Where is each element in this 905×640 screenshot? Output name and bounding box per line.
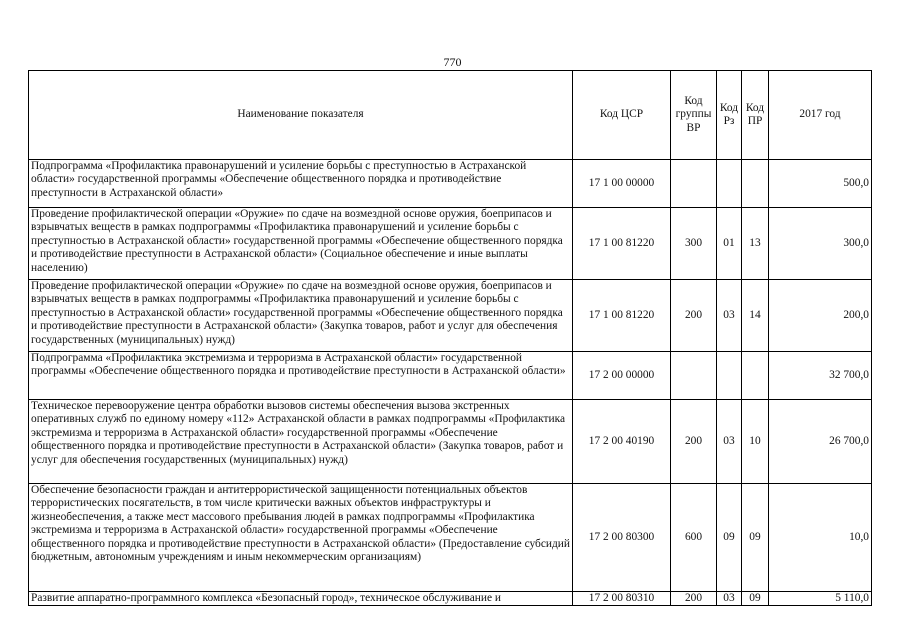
row-pr: 09 xyxy=(742,484,769,592)
row-name: Техническое перевооружение центра обработки вызовов системы обеспечения вызова экстренных оперативных служб по единому номеру «112» Астраханской области в рамках подпрограммы «Профилактика экстремизма и терроризма в Астраханской области» государственной программы «Обеспечение общественного порядка и противодействие преступности в Астраханской области» (Закупка товаров, работ и услуг для обеспечения государственных (муниципальных) нужд) xyxy=(29,400,573,484)
row-pr xyxy=(742,352,769,400)
row-vr xyxy=(671,352,717,400)
row-name: Проведение профилактической операции «Оружие» по сдаче на возмездной основе оружия, боеприпасов и взрывчатых веществ в рамках подпрограммы «Профилактика правонарушений и усиление борьбы с преступностью в Астраханской области» государственной программы «Обеспечение общественного порядка и противодействие преступности в Астраханской области» (Социальное обеспечение и иные выплаты населению) xyxy=(29,208,573,280)
row-name: Подпрограмма «Профилактика правонарушений и усиление борьбы с преступностью в Астраханской области» государственной программы «Обеспечение общественного порядка и противодействие преступности в Астраханской области» xyxy=(29,160,573,208)
table-row xyxy=(29,592,872,606)
row-vr: 200 xyxy=(671,400,717,484)
row-amount: 300,0 xyxy=(769,208,872,280)
budget-table xyxy=(28,70,872,606)
row-amount: 26 700,0 xyxy=(769,400,872,484)
table-header-row xyxy=(29,71,872,160)
row-pr: 13 xyxy=(742,208,769,280)
table-row xyxy=(29,208,872,280)
table-row xyxy=(29,352,872,400)
row-vr: 300 xyxy=(671,208,717,280)
page-number: 770 xyxy=(443,55,462,69)
row-rz: 09 xyxy=(717,484,742,592)
row-amount: 32 700,0 xyxy=(769,352,872,400)
row-csr: 17 2 00 80300 xyxy=(573,484,671,592)
header-csr: Код ЦСР xyxy=(573,71,671,160)
table-row xyxy=(29,400,872,484)
table-row xyxy=(29,280,872,352)
row-name: Подпрограмма «Профилактика экстремизма и терроризма в Астраханской области» государственной программы «Обеспечение общественного порядка и противодействие преступности в Астраханской области» xyxy=(29,352,573,400)
row-vr: 600 xyxy=(671,484,717,592)
row-amount: 10,0 xyxy=(769,484,872,592)
row-amount: 500,0 xyxy=(769,160,872,208)
row-rz: 03 xyxy=(717,400,742,484)
row-rz: 01 xyxy=(717,208,742,280)
row-name: Проведение профилактической операции «Оружие» по сдаче на возмездной основе оружия, боеприпасов и взрывчатых веществ в рамках подпрограммы «Профилактика правонарушений и усиление борьбы с преступностью в Астраханской области» государственной программы «Обеспечение общественного порядка и противодействие преступности в Астраханской области» (Закупка товаров, работ и услуг для обеспечения государственных (муниципальных) нужд) xyxy=(29,280,573,352)
table-row xyxy=(29,160,872,208)
header-year: 2017 год xyxy=(769,71,872,160)
row-csr: 17 2 00 00000 xyxy=(573,352,671,400)
row-csr: 17 1 00 00000 xyxy=(573,160,671,208)
row-pr xyxy=(742,160,769,208)
row-pr: 10 xyxy=(742,400,769,484)
row-vr: 200 xyxy=(671,592,717,606)
row-vr xyxy=(671,160,717,208)
header-vr: Код группы ВР xyxy=(671,71,717,160)
table-row xyxy=(29,484,872,592)
row-csr: 17 1 00 81220 xyxy=(573,280,671,352)
row-pr: 09 xyxy=(742,592,769,606)
row-name: Развитие аппаратно-программного комплекса «Безопасный город», техническое обслуживание и xyxy=(29,592,573,606)
row-rz: 03 xyxy=(717,592,742,606)
row-name: Обеспечение безопасности граждан и антитеррористической защищенности потенциальных объектов террористических посягательств, в том числе критически важных объектов инфраструктуры и жизнеобеспечения, а также мест массового пребывания людей в рамках подпрограммы «Профилактика экстремизма и терроризма в Астраханской области» государственной программы «Обеспечение общественного порядка и противодействие преступности в Астраханской области» (Предоставление субсидий бюджетным, автономным учреждениям и иным некоммерческим организациям) xyxy=(29,484,573,592)
row-vr: 200 xyxy=(671,280,717,352)
header-rz: Код Рз xyxy=(717,71,742,160)
row-pr: 14 xyxy=(742,280,769,352)
row-csr: 17 1 00 81220 xyxy=(573,208,671,280)
row-csr: 17 2 00 80310 xyxy=(573,592,671,606)
header-name: Наименование показателя xyxy=(29,71,573,160)
row-rz: 03 xyxy=(717,280,742,352)
row-rz xyxy=(717,352,742,400)
row-amount: 5 110,0 xyxy=(769,592,872,606)
header-pr: Код ПР xyxy=(742,71,769,160)
row-rz xyxy=(717,160,742,208)
row-amount: 200,0 xyxy=(769,280,872,352)
row-csr: 17 2 00 40190 xyxy=(573,400,671,484)
